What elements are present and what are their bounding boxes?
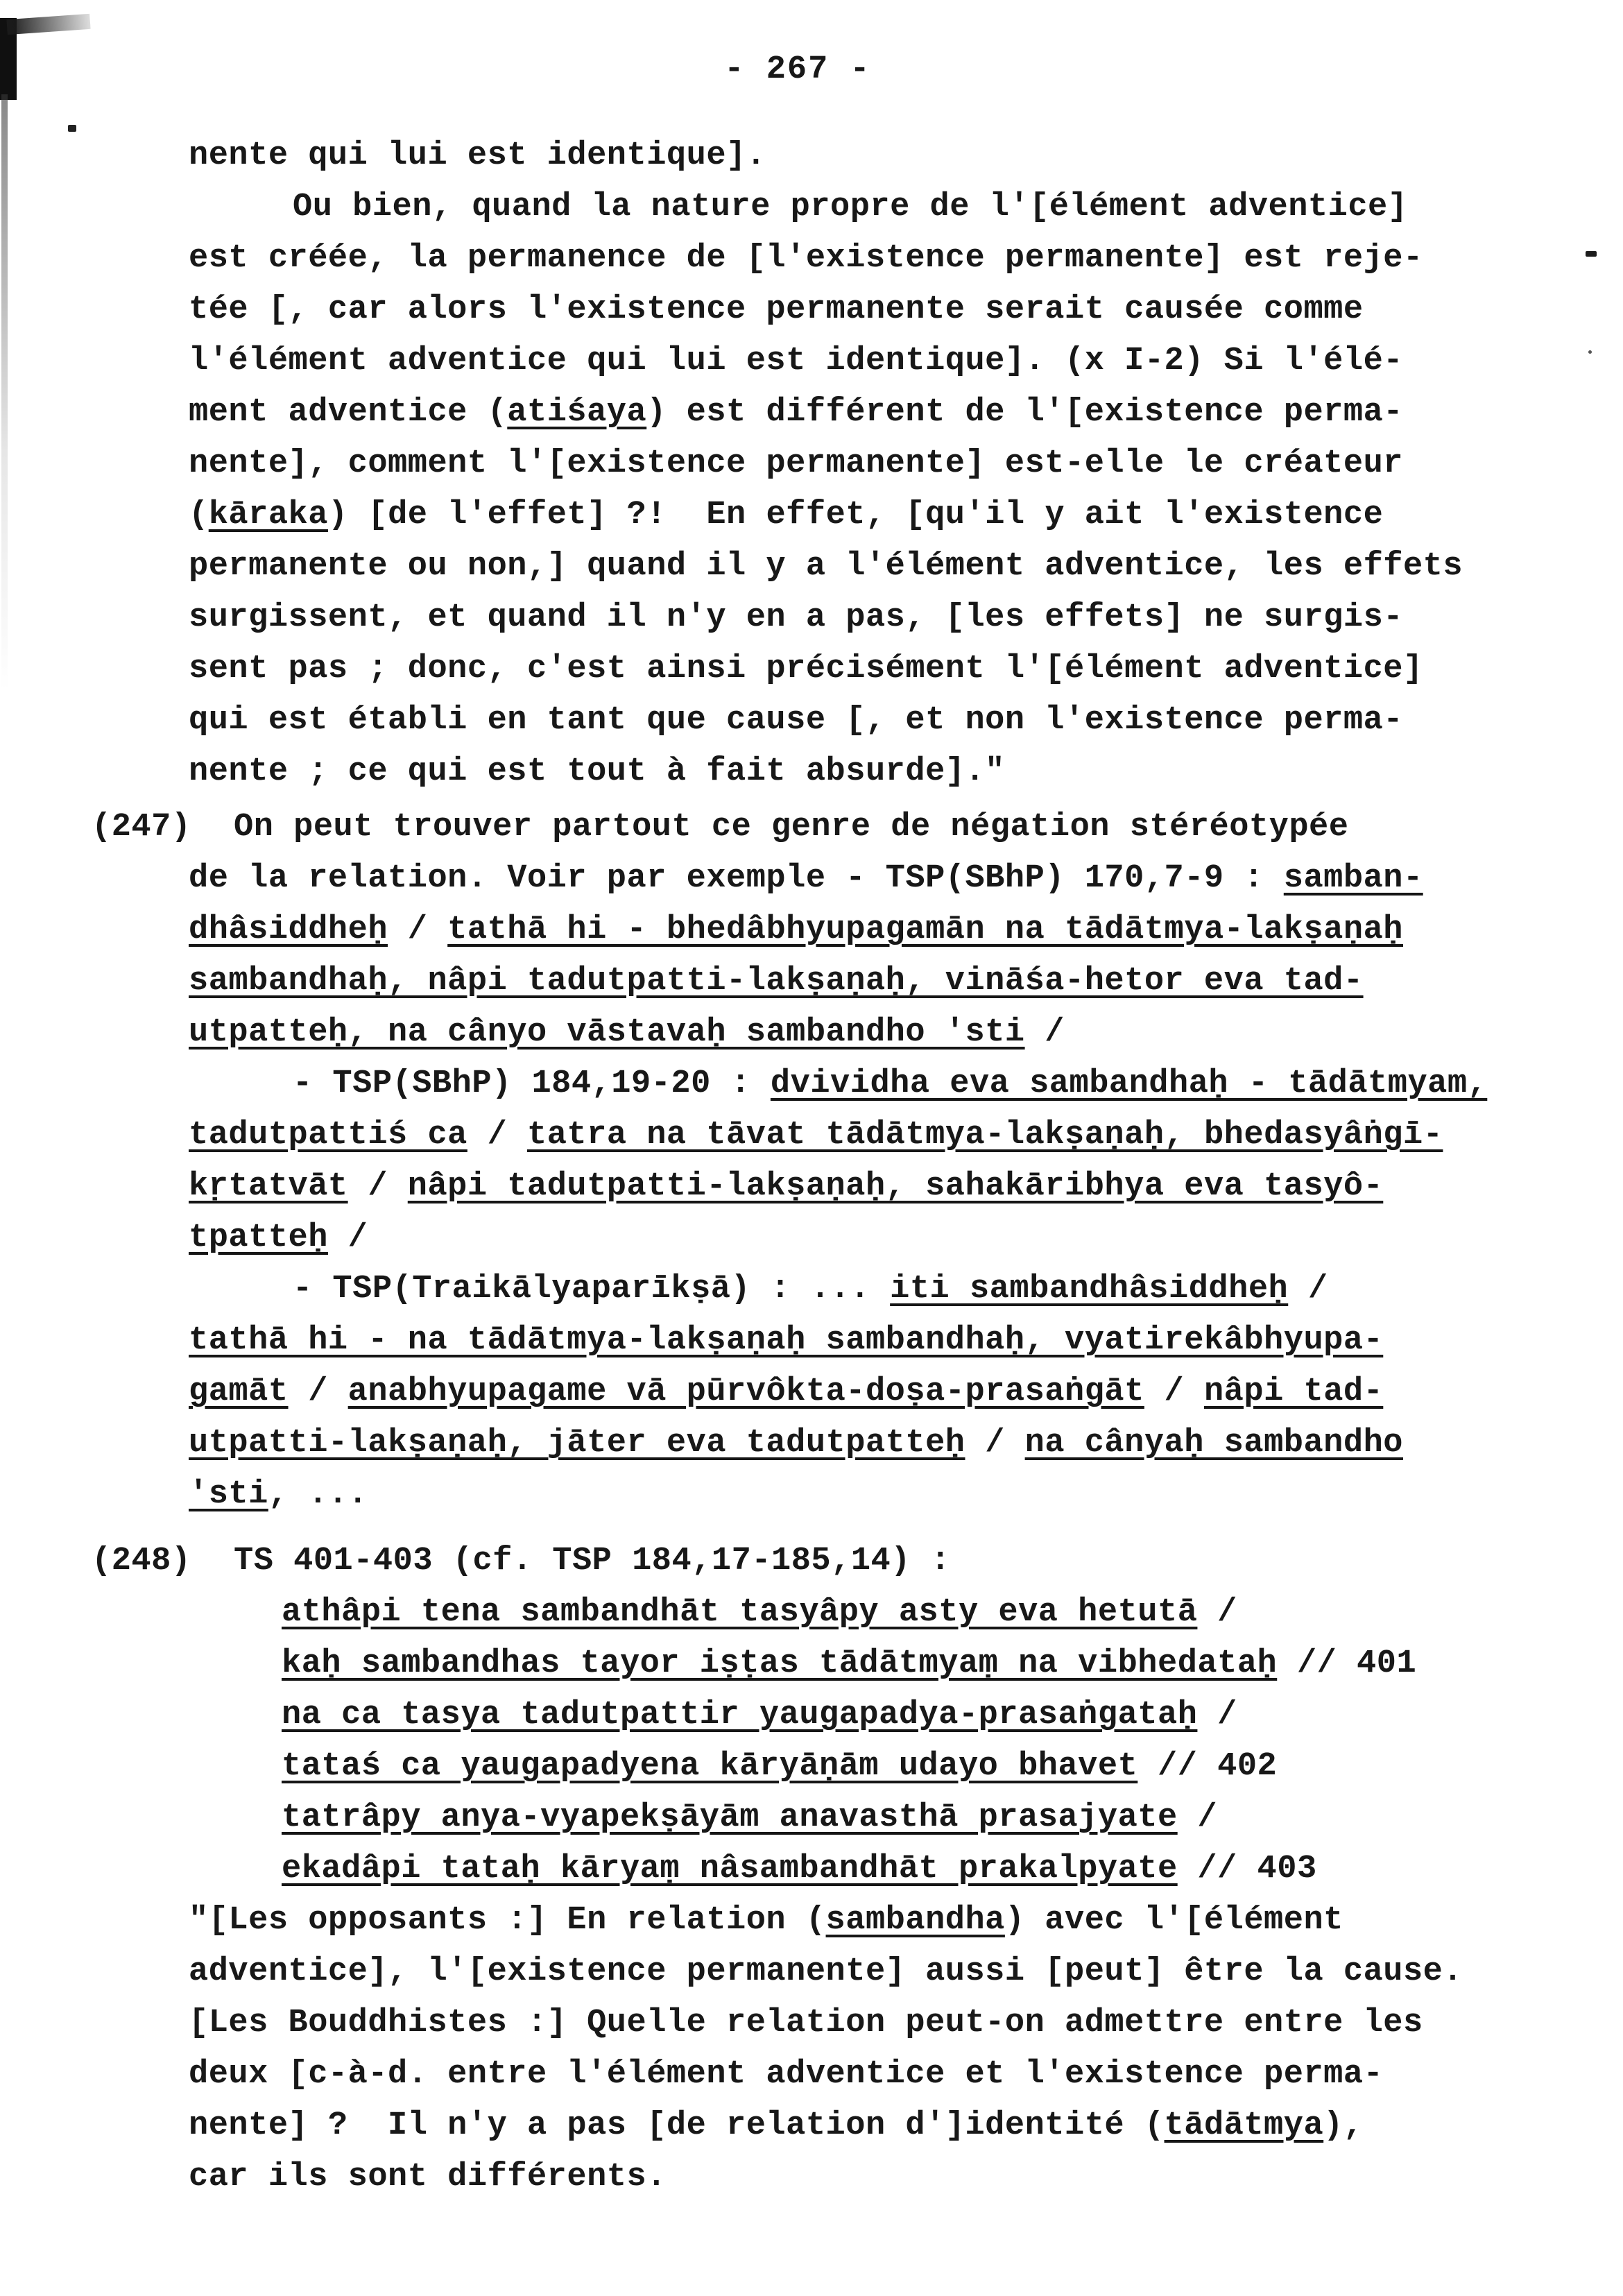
- scan-speck: [68, 125, 76, 132]
- footnote-247: [92, 802, 1581, 1520]
- text-segment: /: [288, 1373, 348, 1410]
- text-line: [189, 182, 1581, 233]
- text-line: [92, 802, 1581, 853]
- text-segment: de la relation. Voir par exemple - TSP(SBhP) 170,7-9 :: [189, 860, 1284, 897]
- footnote-marker: (248): [92, 1543, 191, 1579]
- text-segment: qui est établi en tant que cause [, et non l'existence perma-: [189, 702, 1403, 739]
- text-segment: /: [1288, 1271, 1328, 1308]
- underlined-term: tathā hi - bhedâbhyupagamān na tādātmya-lakṣaṇaḥ: [447, 911, 1403, 948]
- text-line: [189, 1895, 1581, 1946]
- underlined-term: tatra na tāvat tādātmya-lakṣaṇaḥ, bhedasyâṅgī-: [527, 1117, 1443, 1154]
- footnote-marker: (247): [92, 809, 191, 846]
- text-segment: // 402: [1137, 1748, 1278, 1785]
- text-segment: // 403: [1177, 1851, 1317, 1887]
- text-segment: /: [1024, 1014, 1065, 1051]
- underlined-term: tadutpattiś ca: [189, 1117, 467, 1154]
- underlined-term: gamāt: [189, 1373, 289, 1410]
- page-number: - 267 -: [724, 51, 871, 88]
- text-segment: On peut trouver partout ce genre de négation stéréotypée: [234, 809, 1349, 846]
- underlined-term: nâpi tad-: [1203, 1373, 1384, 1410]
- text-segment: nente qui lui est identique].: [189, 137, 766, 174]
- text-segment: /: [327, 1219, 368, 1256]
- text-segment: [Les Bouddhistes :] Quelle relation peut-on admettre entre les: [189, 2005, 1423, 2041]
- underlined-term: tādātmya: [1164, 2107, 1324, 2144]
- text-segment: ) avec l'[élément: [1004, 1902, 1343, 1939]
- text-line: [189, 1792, 1581, 1844]
- text-segment: /: [965, 1425, 1025, 1462]
- text-line: [189, 387, 1581, 438]
- text-segment: tée [, car alors l'existence permanente serait causée comme: [189, 291, 1364, 328]
- text-segment: TS 401-403 (cf. TSP 184,17-185,14) :: [234, 1543, 951, 1579]
- underlined-term: anabhyupagame vā pūrvôkta-doṣa-prasaṅgāt: [347, 1373, 1144, 1410]
- text-line: [189, 905, 1581, 956]
- text-line: [189, 1638, 1581, 1690]
- text-segment: permanente ou non,] quand il y a l'élément adventice, les effets: [189, 548, 1463, 585]
- text-segment: nente], comment l'[existence permanente] est-elle le créateur: [189, 445, 1403, 482]
- text-segment: ment adventice (: [189, 394, 508, 431]
- text-segment: nente] ? Il n'y a pas [de relation d']identité (: [189, 2107, 1165, 2144]
- underlined-term: tathā hi - na tādātmya-lakṣaṇaḥ sambandhaḥ, vyatirekâbhyupa-: [189, 1322, 1384, 1359]
- text-line: [189, 336, 1581, 387]
- text-segment: surgissent, et quand il n'y en a pas, [les effets] ne surgis-: [189, 599, 1403, 636]
- underlined-term: atiśaya: [507, 394, 647, 431]
- underlined-term: samban-: [1283, 860, 1423, 897]
- scan-speck: [1586, 251, 1597, 257]
- underlined-term: ekadâpi tataḥ kāryaṃ nâsambandhāt prakalpyate: [282, 1851, 1178, 1887]
- underlined-term: sambandhaḥ, nâpi tadutpatti-lakṣaṇaḥ, vināśa-hetor eva tad-: [189, 963, 1364, 1000]
- text-line: [189, 1844, 1581, 1895]
- text-segment: adventice], l'[existence permanente] aussi [peut] être la cause.: [189, 1953, 1463, 1990]
- text-line: [189, 1469, 1581, 1520]
- text-segment: /: [1197, 1594, 1237, 1631]
- text-segment: ) est différent de l'[existence perma-: [646, 394, 1403, 431]
- text-segment: deux [c-à-d. entre l'élément adventice et l'existence perma-: [189, 2056, 1384, 2093]
- text-segment: ),: [1323, 2107, 1364, 2144]
- text-line: [189, 1264, 1581, 1315]
- text-segment: /: [347, 1168, 408, 1205]
- text-line: [189, 1213, 1581, 1264]
- text-segment: (: [189, 497, 209, 533]
- underlined-term: na ca tasya tadutpattir yaugapadya-prasaṅgataḥ: [282, 1697, 1198, 1733]
- text-line: [189, 1690, 1581, 1741]
- text-line: [189, 592, 1581, 644]
- underlined-term: dvividha eva sambandhaḥ - tādātmyam,: [770, 1065, 1488, 1102]
- text-segment: est créée, la permanence de [l'existence permanente] est reje-: [189, 240, 1423, 277]
- text-line: [189, 490, 1581, 541]
- text-line: [189, 1161, 1581, 1213]
- text-line: [92, 1536, 1581, 1587]
- text-line: [189, 956, 1581, 1007]
- underlined-term: na cânyaḥ sambandho: [1024, 1425, 1403, 1462]
- footnotes-section: [92, 802, 1581, 2203]
- underlined-term: kaḥ sambandhas tayor iṣṭas tādātmyaṃ na vibhedataḥ: [282, 1645, 1278, 1682]
- text-segment: Ou bien, quand la nature propre de l'[élément adventice]: [293, 189, 1408, 225]
- text-line: [189, 1367, 1581, 1418]
- text-segment: ) [de l'effet] ?! En effet, [qu'il y ait l'existence: [327, 497, 1384, 533]
- text-line: [189, 130, 1581, 182]
- underlined-term: athâpi tena sambandhāt tasyâpy asty eva hetutā: [282, 1594, 1198, 1631]
- underlined-term: dhâsiddheḥ: [189, 911, 388, 948]
- text-line: [189, 746, 1581, 798]
- text-line: [189, 438, 1581, 490]
- text-line: [189, 1998, 1581, 2049]
- underlined-term: utpatti-lakṣaṇaḥ, jāter eva tadutpatteḥ: [189, 1425, 965, 1462]
- text-line: [189, 1741, 1581, 1792]
- footnote-248: [92, 1536, 1581, 2203]
- text-line: [189, 1418, 1581, 1469]
- text-segment: "[Les opposants :] En relation (: [189, 1902, 826, 1939]
- text-line: [189, 284, 1581, 336]
- text-line: [189, 2049, 1581, 2100]
- underlined-term: tatrâpy anya-vyapekṣāyām anavasthā prasajyate: [282, 1799, 1178, 1836]
- text-segment: /: [1144, 1373, 1204, 1410]
- text-line: [189, 1587, 1581, 1638]
- text-segment: - TSP(Traikālyaparīkṣā) : ...: [293, 1271, 891, 1308]
- text-line: [189, 541, 1581, 592]
- text-line: [189, 1315, 1581, 1367]
- underlined-term: kāraka: [208, 497, 328, 533]
- text-line: [189, 2152, 1581, 2203]
- text-segment: /: [1197, 1697, 1237, 1733]
- text-segment: // 401: [1277, 1645, 1417, 1682]
- text-line: [189, 1110, 1581, 1161]
- text-segment: /: [1177, 1799, 1218, 1836]
- underlined-term: nâpi tadutpatti-lakṣaṇaḥ, sahakāribhya eva tasyô-: [407, 1168, 1384, 1205]
- text-line: [189, 2100, 1581, 2152]
- text-segment: l'élément adventice qui lui est identique]. (x I-2) Si l'élé-: [189, 343, 1403, 379]
- underlined-term: 'sti: [189, 1476, 268, 1513]
- text-block: [92, 130, 1581, 2203]
- text-segment: /: [467, 1117, 527, 1154]
- text-line: [189, 853, 1581, 905]
- text-line: [189, 1007, 1581, 1059]
- text-line: [189, 233, 1581, 284]
- underlined-term: kṛtatvāt: [189, 1168, 348, 1205]
- text-segment: , ...: [268, 1476, 368, 1513]
- text-line: [189, 644, 1581, 695]
- underlined-term: tataś ca yaugapadyena kāryāṇām udayo bhavet: [282, 1748, 1138, 1785]
- text-line: [189, 1946, 1581, 1998]
- text-line: [189, 695, 1581, 746]
- scan-speck: [1588, 350, 1592, 354]
- text-segment: sent pas ; donc, c'est ainsi précisément l'[élément adventice]: [189, 651, 1423, 687]
- text-segment: nente ; ce qui est tout à fait absurde].": [189, 753, 1005, 790]
- text-segment: car ils sont différents.: [189, 2159, 667, 2195]
- text-segment: - TSP(SBhP) 184,19-20 :: [293, 1065, 771, 1102]
- underlined-term: iti sambandhâsiddheḥ: [890, 1271, 1289, 1308]
- text-segment: /: [388, 911, 448, 948]
- underlined-term: sambandha: [825, 1902, 1005, 1939]
- body-paragraphs: [189, 130, 1581, 798]
- underlined-term: utpatteḥ, na cânyo vāstavaḥ sambandho 'sti: [189, 1014, 1025, 1051]
- underlined-term: tpatteḥ: [189, 1219, 328, 1256]
- text-line: [189, 1059, 1581, 1110]
